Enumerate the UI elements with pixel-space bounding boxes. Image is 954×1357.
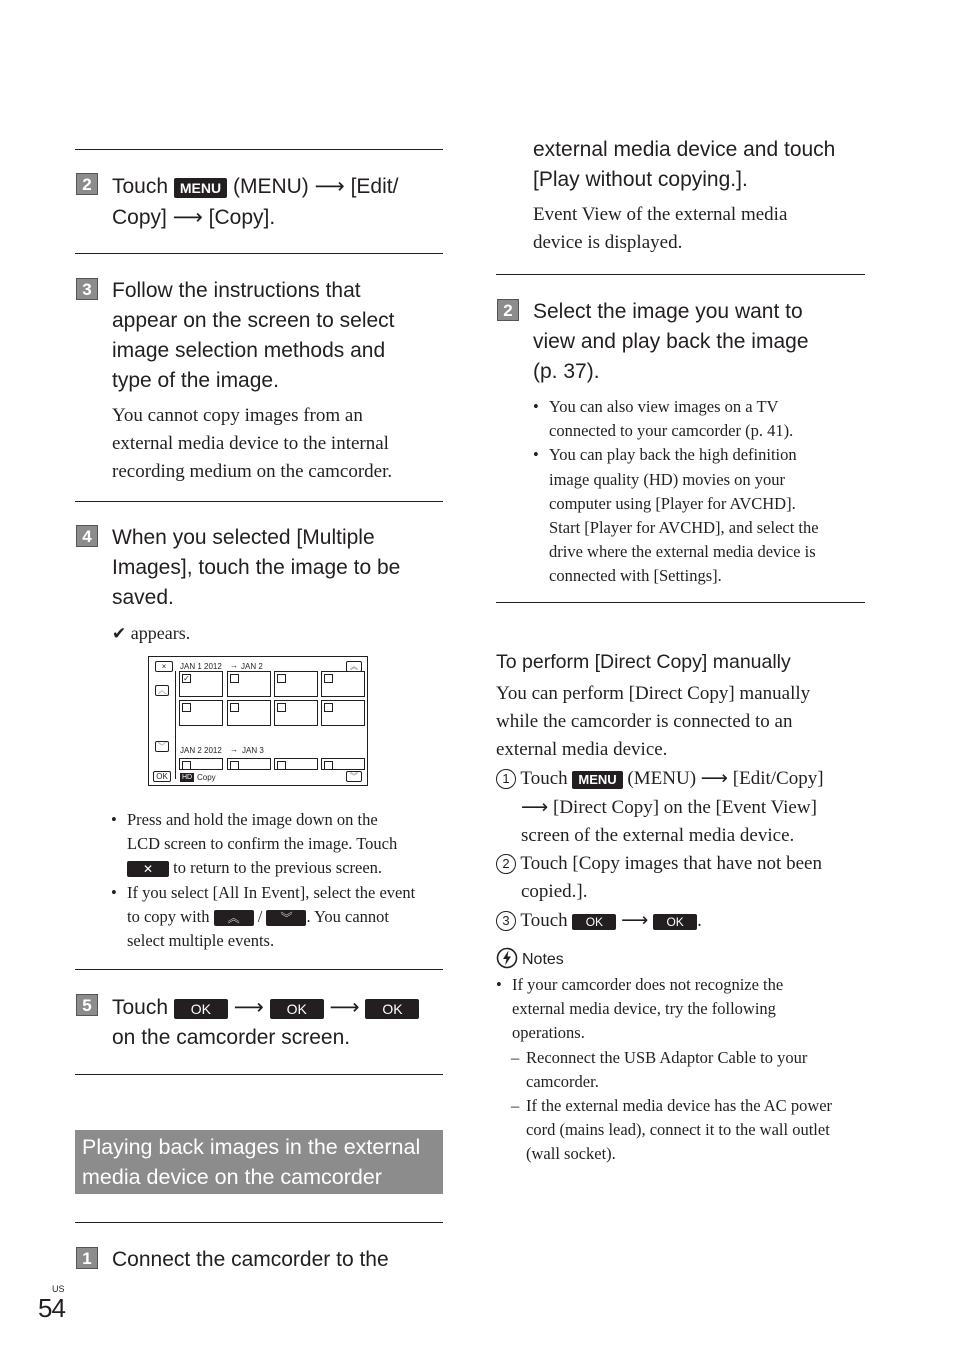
step-number: 2 xyxy=(497,299,519,321)
subsection-title: To perform [Direct Copy] manually xyxy=(496,651,791,673)
step-number: 1 xyxy=(76,1247,98,1269)
thumbnail xyxy=(179,671,223,697)
arrow-right-icon: → xyxy=(230,745,238,754)
step-2-edit-copy: 2 Touch MENU (MENU) ⟶ [Edit/ Copy] ⟶ [Copy]. xyxy=(76,171,446,233)
thumbnail xyxy=(274,758,318,770)
hd-icon: HD xyxy=(182,774,193,781)
list-item: – Reconnect the USB Adaptor Cable to your camcorder. xyxy=(511,1047,808,1091)
region-code: US xyxy=(52,1284,65,1294)
number-1-icon: 1 xyxy=(496,769,516,789)
direct-copy-section: To perform [Direct Copy] manually You can perform [Direct Copy] manually while the camcorder is connected to an external media device. 1 Touch MENU (MENU) ⟶ [Edit/Copy] ⟶ [Direct Copy] on the [Event View] screen of the external media device. 2 Touch [Copy images that have not been copied.]. 3 Touch OK ⟶ OK . xyxy=(496,648,866,935)
list-item: • You can also view images on a TV connected to your camcorder (p. 41). xyxy=(533,395,867,443)
checked-checkbox-icon: ✓ xyxy=(183,674,190,683)
step-1-continued: external media device and touch [Play without copying.]. Event View of the external media device is displayed. xyxy=(533,138,836,253)
close-icon: × xyxy=(155,661,173,672)
arrow-right-icon: ⟶ xyxy=(172,205,203,229)
thumbnail xyxy=(227,758,271,770)
divider xyxy=(496,274,865,275)
thumbnail xyxy=(179,758,223,770)
step-number: 5 xyxy=(76,994,98,1016)
ok-button-icon: OK xyxy=(572,914,616,930)
step-number: 3 xyxy=(76,278,98,300)
thumbnail xyxy=(274,700,318,726)
step-body: You cannot copy images from an external media device to the internal recording medium on the camcorder. xyxy=(112,405,393,482)
divider xyxy=(75,1222,443,1223)
ok-button-icon: OK xyxy=(174,999,228,1019)
step-number: 4 xyxy=(76,525,98,547)
thumbnail xyxy=(179,700,223,726)
step-1-connect: 1 Connect the camcorder to the xyxy=(76,1245,446,1275)
divider xyxy=(75,501,443,502)
list-item: 2 Touch [Copy images that have not been xyxy=(496,850,866,878)
divider xyxy=(75,253,443,254)
page-number: 54 xyxy=(38,1293,65,1323)
notes-warning-icon xyxy=(496,947,518,969)
thumbnail xyxy=(227,700,271,726)
notes-section xyxy=(496,947,871,1167)
arrow-right-icon: ⟶ xyxy=(233,995,264,1019)
chevron-down-icon: ﹀ xyxy=(155,741,169,752)
list-item: • You can play back the high definition image quality (HD) movies on your computer using [Player for AVCHD]. Start [Player for AVCHD], and select the drive where the external media device is connected with [Settings]. xyxy=(533,443,867,588)
scroll-up-icon: ︽ xyxy=(214,910,254,926)
divider xyxy=(496,602,865,603)
arrow-right-icon: ⟶ xyxy=(521,796,549,818)
step-3-follow-instructions xyxy=(76,276,446,486)
arrow-right-icon: ⟶ xyxy=(314,174,345,198)
camcorder-screen-illustration: × JAN 1 2012 → JAN 2 ︽ ︿ ﹀ OK ✓ JAN 2 2012 → JAN 3 HD Copy ︾ xyxy=(148,656,368,786)
step-heading: Follow the instructions that appear on the screen to select image selection methods and type of the image. xyxy=(112,279,395,392)
menu-button-icon: MENU xyxy=(174,178,227,198)
close-button-icon: ✕ xyxy=(127,861,169,877)
step-heading: When you selected [Multiple Images], touch the image to be saved. xyxy=(112,526,401,609)
step-5-confirm: 5 Touch OK ⟶ OK ⟶ OK on the camcorder screen. xyxy=(76,992,446,1053)
divider xyxy=(75,1074,443,1075)
list-item: • If your camcorder does not recognize the external media device, try the following operations. xyxy=(496,973,871,1046)
list-item: 3 Touch OK ⟶ OK . xyxy=(496,906,866,935)
scroll-down-icon: ︾ xyxy=(266,910,306,926)
thumbnail xyxy=(274,671,318,697)
step-4-notes: • Press and hold the image down on the LCD screen to confirm the image. Touch ✕ to return to the previous screen. • If you select [All In Event], select the event to copy with ︽ / ︾ . You cannot select multiple events. xyxy=(111,808,451,953)
arrow-right-icon: → xyxy=(230,661,238,670)
ok-button-icon: OK xyxy=(365,999,419,1019)
step-2-select-image: 2 Select the image you want to view and play back the image (p. 37). • You can also view images on a TV connected to your camcorder (p. 41). • You can play back the high definition image quality (HD) movies on your computer using [Player for AVCHD]. Start [Player for AVCHD], and select the drive where the external media device is connected with [Settings]. xyxy=(497,297,867,589)
thumbnail xyxy=(227,671,271,697)
thumbnail xyxy=(321,700,365,726)
scroll-down-icon: ︾ xyxy=(346,771,362,782)
menu-button-icon: MENU xyxy=(572,771,622,789)
number-3-icon: 3 xyxy=(496,911,516,931)
checkmark-icon: ✔ xyxy=(112,624,127,644)
notes-title: Notes xyxy=(522,951,564,968)
step-4-select-images: 4 When you selected [Multiple Images], touch the image to be saved. ✔ appears. xyxy=(76,523,446,648)
divider xyxy=(75,969,443,970)
thumbnail xyxy=(321,758,365,770)
thumbnail xyxy=(321,671,365,697)
number-2-icon: 2 xyxy=(496,854,516,874)
ok-button: OK xyxy=(153,771,171,782)
arrow-right-icon: ⟶ xyxy=(621,909,649,931)
step-number: 2 xyxy=(76,173,98,195)
ok-button-icon: OK xyxy=(270,999,324,1019)
arrow-right-icon: ⟶ xyxy=(700,767,729,789)
divider xyxy=(75,149,443,150)
chevron-up-icon: ︿ xyxy=(155,685,169,696)
ok-button-icon: OK xyxy=(653,914,697,930)
section-title: Playing back images in the external media device on the camcorder xyxy=(75,1130,443,1194)
list-item: 1 Touch MENU (MENU) ⟶ [Edit/Copy] xyxy=(496,764,866,793)
list-item: – If the external media device has the AC power cord (mains lead), connect it to the wall outlet (wall socket). xyxy=(511,1096,833,1164)
arrow-right-icon: ⟶ xyxy=(329,995,360,1019)
scroll-up-icon: ︽ xyxy=(346,661,362,672)
